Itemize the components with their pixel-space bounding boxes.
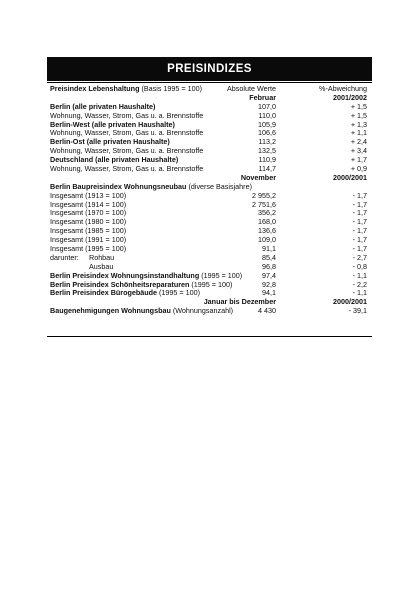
building-permits-row: [47, 307, 372, 316]
row-value: 2 751,6: [252, 199, 276, 209]
rohbau-label: Rohbau: [89, 252, 115, 262]
building-permits-label: Baugenehmigungen Wohnungsbau (Wohnungsanzahl): [50, 306, 234, 316]
darunter-label: darunter:: [50, 252, 79, 262]
building-permits-value: 4 430: [258, 306, 276, 316]
row-change: + 1,7: [350, 155, 367, 165]
row-label: Berlin Preisindex Wohnungsinstandhaltung (1995 = 100): [50, 270, 243, 280]
row-value: 132,5: [258, 146, 276, 156]
row-label: Wohnung, Wasser, Strom, Gas u. a. Brennstoffe: [50, 164, 204, 174]
row-label: Insgesamt (1970 = 100): [50, 208, 127, 218]
period-3-label: Januar bis Dezember: [203, 297, 276, 307]
row-value: 110,9: [258, 155, 276, 165]
period-3-years: 2000/2001: [333, 297, 367, 307]
table-bottom-divider: [47, 336, 372, 337]
period-1-label: Februar: [249, 92, 276, 102]
row-label: Insgesamt (1913 = 100): [50, 190, 127, 200]
row-change: + 0,9: [350, 164, 367, 174]
row-label: Berlin-West (alle privaten Haushalte): [50, 119, 175, 129]
row-label: Insgesamt (1985 = 100): [50, 226, 127, 236]
period-2-years: 2000/2001: [333, 172, 367, 182]
row-value: 97,4: [262, 270, 276, 280]
building-permits-change: - 39,1: [348, 306, 367, 316]
row-change: + 2,4: [350, 137, 367, 147]
table-row: [47, 165, 372, 174]
ausbau-value: 96,8: [262, 261, 276, 271]
row-label: Insgesamt (1980 = 100): [50, 217, 127, 227]
row-label: Berlin Preisindex Schönheitsreparaturen (1995 = 100): [50, 279, 233, 289]
row-change: + 1,5: [350, 110, 367, 120]
row-change: - 1,7: [352, 235, 367, 245]
row-change: + 3,4: [350, 146, 367, 156]
row-value: 109,0: [258, 235, 276, 245]
rohbau-value: 85,4: [262, 252, 276, 262]
row-change: - 1,7: [352, 217, 367, 227]
construction-index-heading: Berlin Baupreisindex Wohnungsneubau (diverse Basisjahre): [50, 181, 252, 191]
ausbau-label: Ausbau: [89, 261, 114, 271]
row-value: 356,2: [258, 208, 276, 218]
row-value: 113,2: [258, 137, 276, 147]
row-label: Deutschland (alle privaten Haushalte): [50, 155, 179, 165]
row-change: - 2,2: [352, 279, 367, 289]
row-value: 2 955,2: [252, 190, 276, 200]
row-value: 168,0: [258, 217, 276, 227]
row-value: 94,1: [262, 288, 276, 298]
row-label: Wohnung, Wasser, Strom, Gas u. a. Brennstoffe: [50, 110, 204, 120]
row-label: Wohnung, Wasser, Strom, Gas u. a. Brennstoffe: [50, 146, 204, 156]
header-col-absolute: Absolute Werte: [226, 84, 276, 93]
header-col-change: %-Abweichung: [319, 84, 367, 93]
price-index-table: [47, 85, 372, 316]
cost-of-living-group: [47, 103, 372, 174]
row-value: 107,0: [258, 101, 276, 111]
row-label: Berlin-Ost (alle privaten Haushalte): [50, 137, 170, 147]
row-value: 110,0: [258, 110, 276, 120]
ausbau-change: - 0,8: [352, 261, 367, 271]
period-1-years: 2001/2002: [333, 92, 367, 102]
row-label: Berlin Preisindex Bürogebäude (1995 = 100): [50, 288, 201, 298]
construction-index-group: [47, 192, 372, 254]
row-change: - 1,7: [352, 190, 367, 200]
row-value: 136,6: [258, 226, 276, 236]
row-label: Wohnung, Wasser, Strom, Gas u. a. Brennstoffe: [50, 128, 204, 138]
row-change: - 1,7: [352, 226, 367, 236]
row-change: - 1,1: [352, 288, 367, 298]
header-label: Preisindex Lebenshaltung (Basis 1995 = 100): [50, 84, 202, 93]
row-label: Insgesamt (1914 = 100): [50, 199, 127, 209]
table-header-row: [47, 85, 372, 94]
row-value: 91,1: [262, 244, 276, 254]
row-value: 106,6: [258, 128, 276, 138]
row-value: 105,9: [258, 119, 276, 129]
repair-index-group: [47, 272, 372, 299]
row-change: + 1,5: [350, 101, 367, 111]
rohbau-change: - 2,7: [352, 252, 367, 262]
page-title: PREISINDIZES: [47, 57, 372, 81]
row-label: Berlin (alle privaten Haushalte): [50, 101, 156, 111]
row-change: - 1,7: [352, 208, 367, 218]
row-label: Insgesamt (1991 = 100): [50, 235, 127, 245]
row-value: 92,8: [262, 279, 276, 289]
row-change: - 1,7: [352, 244, 367, 254]
title-divider: [47, 82, 372, 83]
row-change: + 1,1: [350, 128, 367, 138]
row-label: Insgesamt (1995 = 100): [50, 244, 127, 254]
row-change: - 1,7: [352, 199, 367, 209]
row-change: + 1,3: [350, 119, 367, 129]
row-change: - 1,1: [352, 270, 367, 280]
row-value: 114,7: [258, 164, 276, 174]
period-2-label: November: [240, 172, 276, 182]
